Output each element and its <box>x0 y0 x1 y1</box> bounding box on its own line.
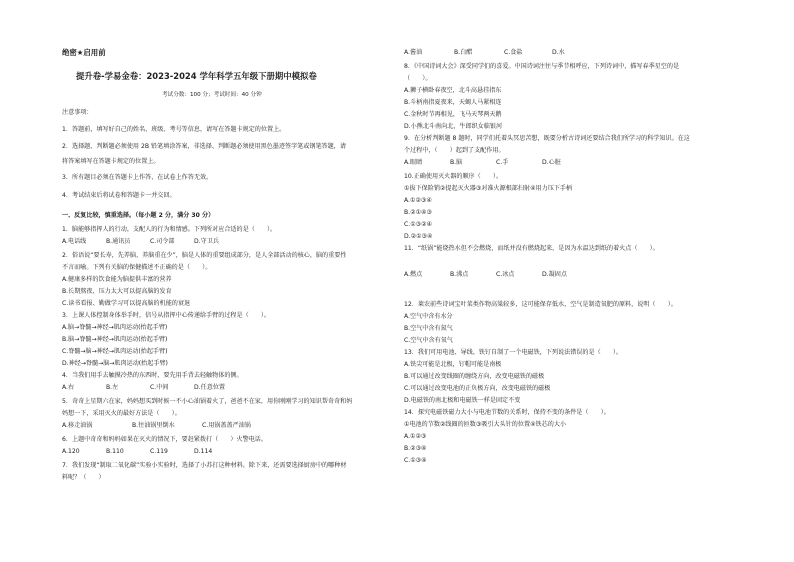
option: B.白醋 <box>454 49 473 56</box>
option: C.脊髓→脑→神经→肌肉运动(抬起手臂) <box>62 348 168 355</box>
option: C.金秋时节再相见，飞马天琴两天鹅 <box>404 111 502 118</box>
option: B.长期熬夜、压力太大可以提高脑的发育 <box>62 288 172 295</box>
question-text: 4．当我们用手去触摸冷热的东西时，要先用手背去轻触物体的侧。 <box>62 372 243 379</box>
notice-title: 注意事项： <box>62 109 93 116</box>
option: A.健康多样的饮食能为脑提供丰富的营养 <box>62 276 172 283</box>
option: B.沸点 <box>450 271 469 278</box>
option: C.①③②④ <box>404 221 433 228</box>
option: D.水 <box>552 49 565 56</box>
option: D.小熊北斗南向北，牛郎织女临银河 <box>404 123 503 130</box>
option: B.②③④ <box>404 445 427 452</box>
option: A.空气中含有水分 <box>404 313 453 320</box>
option: D.凝固点 <box>542 271 567 278</box>
question-text: 9．在分析判断题 8 题时，同学们托着头冥思苦想，既要分析古诗词还要结合我们所学习的科学知识。在这 <box>404 135 690 142</box>
option: B.通讯员 <box>106 238 131 245</box>
question-text: （ ）。 <box>404 75 432 82</box>
notice-line: 4．考试结束后将试卷和答题卡一并交回。 <box>62 192 176 199</box>
option: A.燃点 <box>404 271 423 278</box>
question-text: ①电池的节数②线圈的匝数③吸引大头针的位置④铁芯的大小 <box>404 421 567 428</box>
option: A.电话线 <box>62 238 87 245</box>
notice-line: 1．答题前，填写好自己的姓名、班级、考号等信息，请写在答题卡规定的位置上。 <box>62 126 286 133</box>
option: D.②①③④ <box>404 233 433 240</box>
option: C.①③④ <box>404 457 427 464</box>
question-text: 个过程中，（ ）起到了支配作用。 <box>404 147 505 154</box>
question-text: 不言而喻。下列有关脑的保健描述不正确的是（ ）。 <box>62 264 212 271</box>
question-text: 妈想一下，采用灭火的最好方法是（ ）。 <box>62 410 181 417</box>
option: D.神经→脊髓→脑→肌肉运动(抬起手臂) <box>62 360 168 367</box>
option: B.脑→脊髓→神经→肌肉运动(抬起手臂) <box>62 336 168 343</box>
question-text: 13．我们可用电池、导线、铁钉自制了一个电磁铁，下列说法错误的是（ ）。 <box>404 349 622 356</box>
option: A.酱油 <box>404 49 423 56</box>
option: C.食盐 <box>504 49 523 56</box>
option: D.心脏 <box>542 159 561 166</box>
option: B.空气中含有氮气 <box>404 325 453 332</box>
question-text: 11．“纸锅”能烧热水但不会燃烧，而纸并没有燃烧起来，是因为水温达到纸的着火点（ ）。 <box>404 245 659 252</box>
right-column <box>404 0 754 562</box>
option: C.可以通过改变电池的正负极方向，改变电磁铁的磁极 <box>404 385 551 392</box>
notice-line: 2．选择题、判断题必须使用 2B 铅笔填涂答案，非选择、判断题必须使用黑色墨迹签字笔或钢笔答题，请 <box>62 143 346 150</box>
option: B.斗柄南指夏夜来，天蝎人马紧相连 <box>404 99 502 106</box>
option: D.114 <box>194 448 213 455</box>
option: B.脑 <box>450 159 463 166</box>
option: A.①②③ <box>404 433 427 440</box>
question-text: 1．脑能够指挥人的行动，支配人的行为和情感。下列所对应合适的是（ ）。 <box>62 226 277 233</box>
secret-label: 绝密★启用前 <box>62 48 106 57</box>
question-text: 料呢？（ ） <box>62 474 105 481</box>
question-text: 2．俗语说“要长寿，先养脑，养脑重在少”，脑是人体的重要组成部分，是人全部活动的核心，脑的重要性 <box>62 252 347 259</box>
question-text: 3．上课人体控制身体举手时，信号从指挥中心传递给手臂的过程是（ ）。 <box>62 312 271 319</box>
option: A.移走油锅 <box>62 422 93 429</box>
option: B.往油锅里倒水 <box>132 422 175 429</box>
option: B.110 <box>106 448 124 455</box>
question-text: 6．上题中奇奇和妈妈如果在灭火的情况下，要赶紧拨打（ ）火警电话。 <box>62 436 267 443</box>
score-info: 考试分数：100 分；考试时间：40 分钟 <box>162 92 262 98</box>
question-text: ①拔下保险销②提起灭火器③对准火源根部扫射④用力压下手柄 <box>404 185 573 192</box>
option: C.中间 <box>150 384 169 391</box>
option: B.②①④③ <box>404 209 432 216</box>
option: A.120 <box>62 448 80 455</box>
option: C.冰点 <box>496 271 515 278</box>
option: C.司令部 <box>150 238 175 245</box>
option: C.手 <box>496 159 509 166</box>
option: C.空气中含有氧气 <box>404 337 453 344</box>
question-text: 14．探究电磁铁磁力大小与电池节数的关系时，保持不变的条件是（ ）。 <box>404 409 610 416</box>
option: C.119 <box>150 448 168 455</box>
option: B.左 <box>106 384 119 391</box>
option: B.可以通过改变线圈的缠绕方向，改变电磁铁的磁极 <box>404 373 545 380</box>
option: A.脑→脊髓→神经→肌肉运动(抬起手臂) <box>62 324 168 331</box>
notice-line: 将答案填写在答题卡规定的位置上。 <box>62 158 160 165</box>
option: C.读书看报、勤做学习可以提高脑的机能的衰退 <box>62 300 191 307</box>
option: A.狮子横卧春夜空，北斗高悬挂指东 <box>404 87 502 94</box>
option: A.铁尖可能是北极，钉帽可能是南极 <box>404 361 502 368</box>
question-text: 10.正确使用灭火器的顺序（ ）。 <box>404 173 503 180</box>
option: D.守卫兵 <box>194 238 219 245</box>
question-text: 8．《中国诗词大会》深受同学们的喜爱。中国诗词注往与季节相呼应，下列诗词中，描写春季星空的是 <box>404 63 680 70</box>
notice-line: 3．所有题目必须在答题卡上作答，在试卷上作答无效。 <box>62 174 213 181</box>
paper-title: 提升卷-学易金卷：2023-2024 学年科学五年级下册期中模拟卷 <box>76 71 317 81</box>
option: D.任意位置 <box>194 384 226 391</box>
question-text: 7．我们发现“制取二氧化碳”实验小实验时，选择了小苏打这种材料，除下来，还需要选择厨房中的哪种材 <box>62 462 347 469</box>
question-text: 12．莱农前些诗词宝叶菜类作物高粱较多，这可能保存低水，空气是制造氧肥的原料，说明（ ）。 <box>404 301 677 308</box>
left-column <box>62 0 392 562</box>
option: D.电磁铁的南北极和电磁铁一样是固定不变 <box>404 397 521 404</box>
option: A.①②③④ <box>404 197 432 204</box>
option: A.眼睛 <box>404 159 423 166</box>
section-title: 一、反复比较，慎重选择。（每小题 2 分，满分 30 分） <box>62 212 215 219</box>
option: A.右 <box>62 384 75 391</box>
option: C.用锅盖盖严油锅 <box>202 422 251 429</box>
question-text: 5．奇奇上星期六在家，妈妈想买到时候一不小心油锅着火了，爸爸不在家，用你刚刚学习的知识帮奇奇和妈 <box>62 398 353 405</box>
